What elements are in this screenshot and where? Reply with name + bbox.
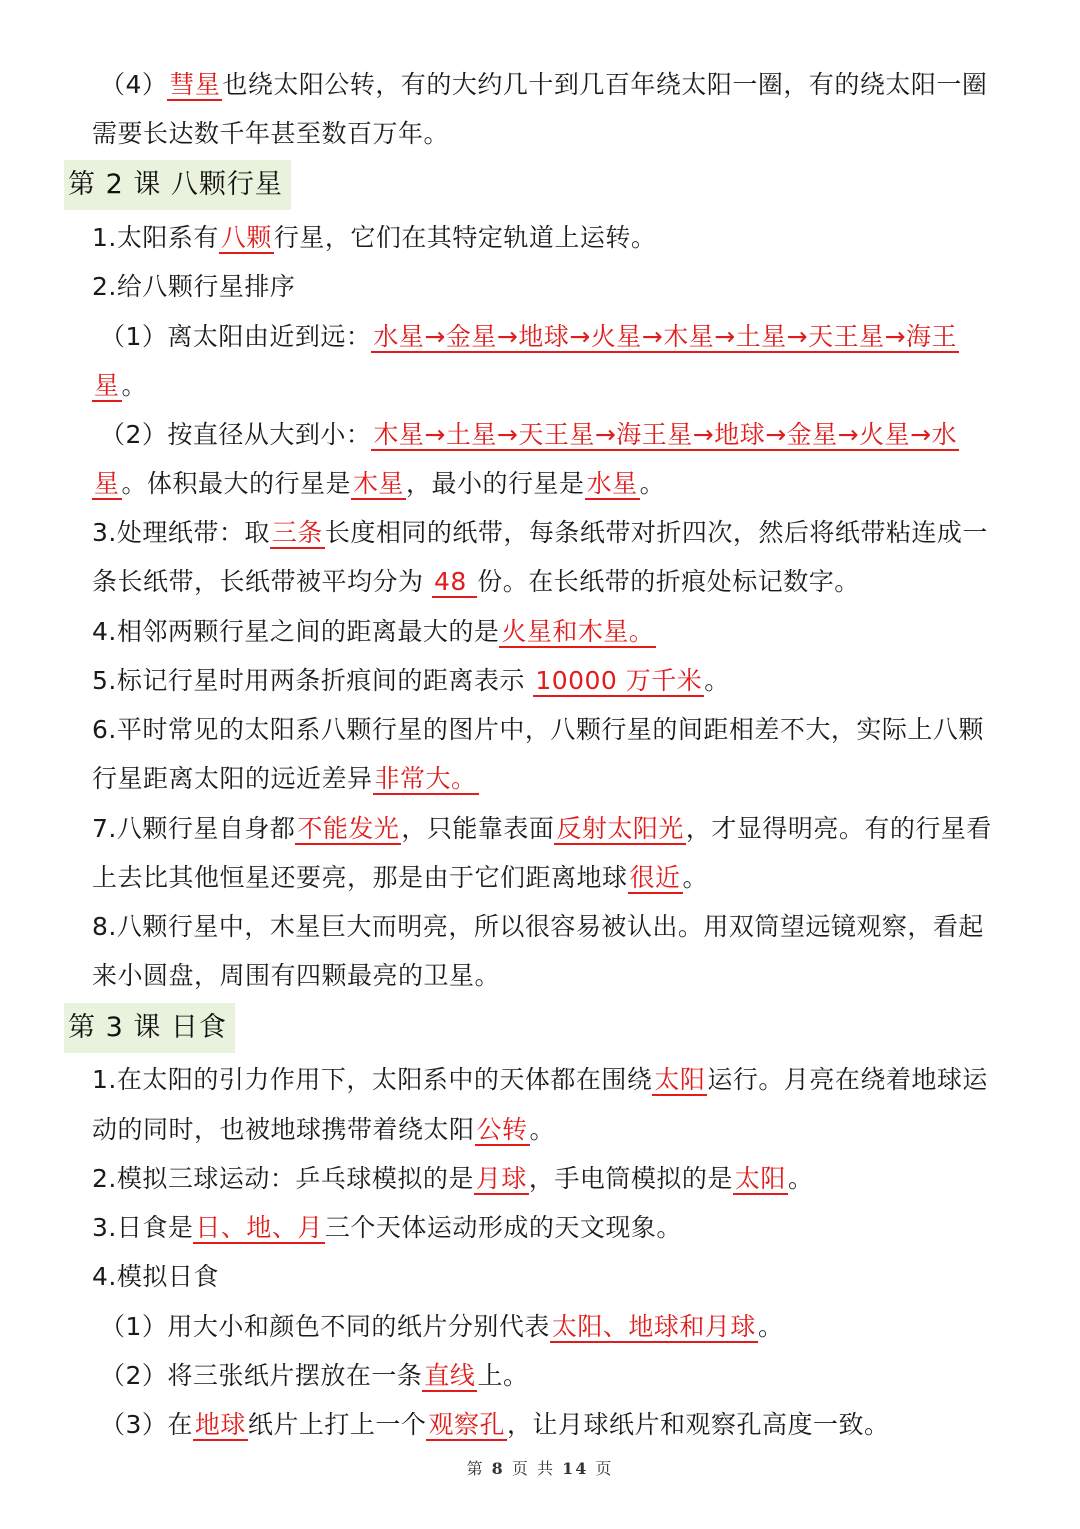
answer-sun-2: 太阳: [734, 1164, 786, 1193]
l2-item-2-2-cont: 星。体积最大的行星是木星，最小的行星是水星。: [94, 469, 666, 498]
answer-largest: 木星: [353, 469, 405, 498]
page-footer: 第 8 页 共 14 页: [466, 1459, 614, 1478]
l3-item-1-cont: 动的同时，也被地球携带着绕太阳公转。: [92, 1115, 556, 1144]
l3-item-4-2: （2）将三张纸片摆放在一条直线上。: [100, 1361, 529, 1390]
l2-item-5: 5.标记行星时用两条折痕间的距离表示 10000 万千米。: [92, 666, 730, 695]
l2-item-7: 7.八颗行星自身都不能发光，只能靠表面反射太阳光，才显得明亮。有的行星看: [92, 814, 992, 843]
l3-item-4-1: （1）用大小和颜色不同的纸片分别代表太阳、地球和月球。: [100, 1312, 784, 1341]
l3-item-1: 1.在太阳的引力作用下，太阳系中的天体都在围绕太阳运行。月亮在绕着地球运: [92, 1065, 988, 1094]
l3-item-3: 3.日食是日、地、月三个天体运动形成的天文现象。: [92, 1213, 682, 1242]
l2-item-2-2: （2）按直径从大到小：木星→土星→天王星→海王星→地球→金星→火星→水: [100, 420, 958, 449]
paragraph-comet-cont: 需要长达数千年甚至数百万年。: [92, 119, 450, 148]
lesson-2-heading: 第 2 课 八颗行星: [64, 160, 291, 210]
l3-item-2: 2.模拟三球运动：乒乓球模拟的是月球，手电筒模拟的是太阳。: [92, 1164, 814, 1193]
l2-item-2-1-cont: 星。: [94, 371, 148, 400]
l3-item-4: 4.模拟日食: [92, 1262, 219, 1291]
l2-item-6: 6.平时常见的太阳系八颗行星的图片中，八颗行星的间距相差不大，实际上八颗: [92, 715, 984, 744]
l2-item-3-cont: 条长纸带，长纸带被平均分为 48 份。在长纸带的折痕处标记数字。: [92, 567, 860, 596]
answer-three: 三条: [271, 518, 323, 547]
answer-earth: 地球: [194, 1410, 246, 1439]
answer-sun: 太阳: [654, 1065, 706, 1094]
total-page-number: 14: [562, 1459, 589, 1478]
current-page-number: 8: [491, 1459, 505, 1478]
answer-moon: 月球: [475, 1164, 527, 1193]
lesson-3-heading: 第 3 课 日食: [64, 1003, 235, 1053]
answer-three-bodies: 太阳、地球和月球: [551, 1312, 756, 1341]
l2-item-4: 4.相邻两颗行星之间的距离最大的是火星和木星。: [92, 617, 655, 646]
l2-item-1: 1.太阳系有八颗行星，它们在其特定轨道上运转。: [92, 223, 657, 252]
l2-item-8-cont: 来小圆盘，周围有四颗最亮的卫星。: [92, 961, 501, 990]
answer-near: 很近: [629, 863, 681, 892]
answer-smallest: 水星: [586, 469, 638, 498]
answer-eight: 八颗: [220, 223, 272, 252]
answer-order-diameter: 木星→土星→天王星→海王星→地球→金星→火星→水: [373, 420, 958, 449]
l3-item-4-3: （3）在地球纸片上打上一个观察孔，让月球纸片和观察孔高度一致。: [100, 1410, 890, 1439]
answer-comet: 彗星: [169, 70, 221, 99]
l2-item-2-1: （1）离太阳由近到远：水星→金星→地球→火星→木星→土星→天王星→海王: [100, 322, 958, 351]
answer-no-light: 不能发光: [297, 814, 400, 843]
l2-item-2: 2.给八颗行星排序: [92, 272, 296, 301]
answer-revolve: 公转: [476, 1115, 528, 1144]
answer-10000: 10000 万千米: [535, 666, 703, 695]
answer-reflect: 反射太阳光: [556, 814, 684, 843]
answer-mars-jupiter: 火星和木星。: [501, 617, 655, 646]
l2-item-6-cont: 行星距离太阳的远近差异非常大。: [92, 764, 477, 793]
answer-48: 48: [433, 567, 476, 596]
answer-very-large: 非常大。: [374, 764, 477, 793]
answer-order-distance: 水星→金星→地球→火星→木星→土星→天王星→海王: [373, 322, 958, 351]
l2-item-8: 8.八颗行星中，木星巨大而明亮，所以很容易被认出。用双筒望远镜观察，看起: [92, 912, 984, 941]
l2-item-3: 3.处理纸带：取三条长度相同的纸带，每条纸带对折四次，然后将纸带粘连成一: [92, 518, 988, 547]
answer-straight-line: 直线: [424, 1361, 476, 1390]
answer-sun-earth-moon: 日、地、月: [195, 1213, 323, 1242]
l2-item-7-cont: 上去比其他恒星还要亮，那是由于它们距离地球很近。: [92, 863, 709, 892]
answer-hole: 观察孔: [428, 1410, 505, 1439]
paragraph-comet: （4）彗星也绕太阳公转，有的大约几十到几百年绕太阳一圈，有的绕太阳一圈: [100, 70, 988, 99]
